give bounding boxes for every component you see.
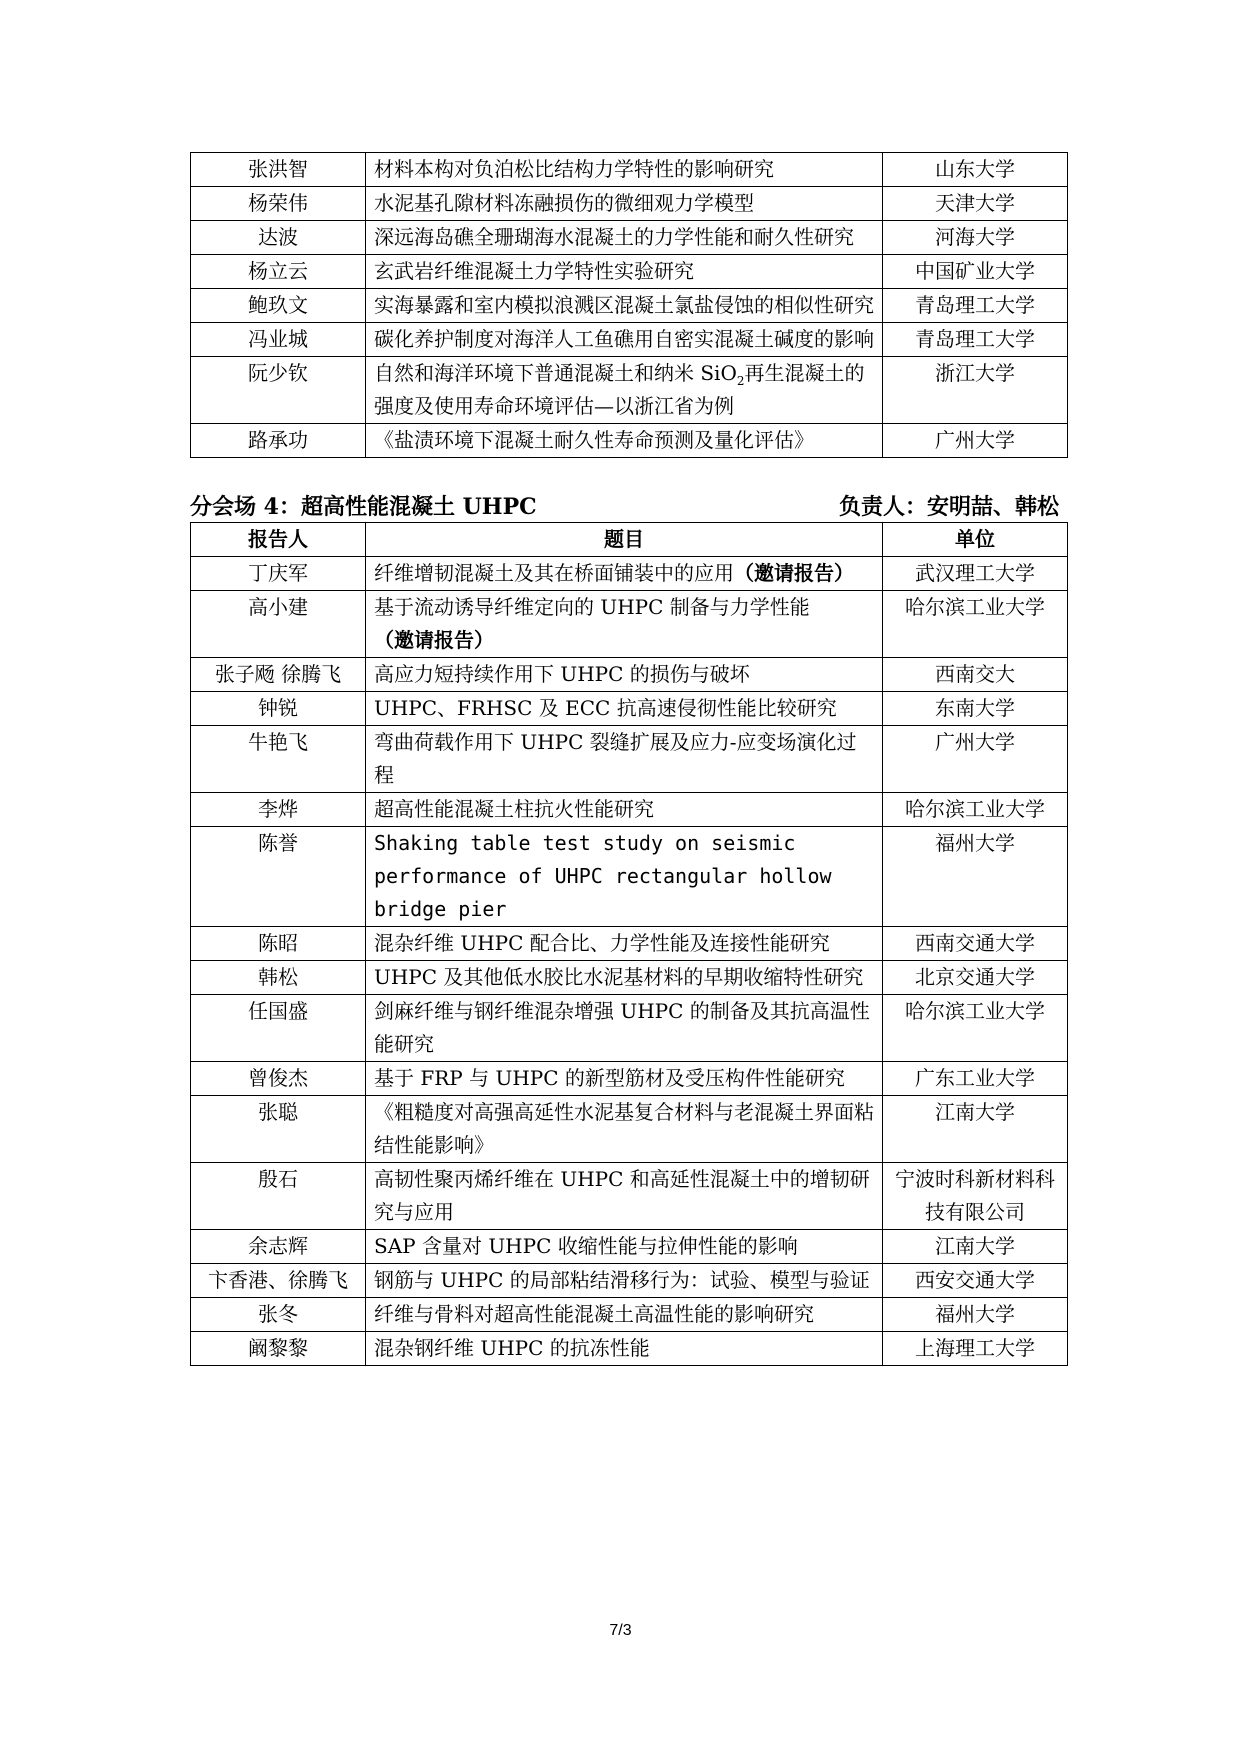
table-row [191,1332,1068,1366]
table-row [191,323,1068,357]
speaker-name: 高小建 [191,591,366,658]
report-title: 超高性能混凝土柱抗火性能研究 [366,793,883,827]
report-title: Shaking table test study on seismic performance of UHPC rectangular hollow bridge pier [366,827,883,927]
speaker-name: 陈昭 [191,927,366,961]
affiliation: 浙江大学 [883,357,1068,424]
report-title: UHPC 及其他低水胶比水泥基材料的早期收缩特性研究 [366,961,883,995]
table-row [191,927,1068,961]
report-title: 材料本构对负泊松比结构力学特性的影响研究 [366,153,883,187]
report-title: 混杂钢纤维 UHPC 的抗冻性能 [366,1332,883,1366]
report-title: 剑麻纤维与钢纤维混杂增强 UHPC 的制备及其抗高温性能研究 [366,995,883,1062]
affiliation: 广东工业大学 [883,1062,1068,1096]
schedule-table-continued [190,152,1068,458]
report-title: 水泥基孔隙材料冻融损伤的微细观力学模型 [366,187,883,221]
table-row [191,995,1068,1062]
report-title: 《盐渍环境下混凝土耐久性寿命预测及量化评估》 [366,424,883,458]
document-page [190,152,1067,1366]
affiliation: 哈尔滨工业大学 [883,793,1068,827]
table-row [191,357,1068,424]
report-title: UHPC、FRHSC 及 ECC 抗高速侵彻性能比较研究 [366,692,883,726]
session4-table [190,522,1068,1366]
table-row [191,793,1068,827]
speaker-name: 钟锐 [191,692,366,726]
speaker-name: 达波 [191,221,366,255]
report-title [366,357,883,424]
affiliation: 北京交通大学 [883,961,1068,995]
session-chair: 负责人：安明喆、韩松 [838,494,1059,520]
table-row [191,557,1068,591]
table-row [191,1298,1068,1332]
speaker-name: 丁庆军 [191,557,366,591]
affiliation: 哈尔滨工业大学 [883,995,1068,1062]
speaker-name: 卞香港、徐腾飞 [191,1264,366,1298]
report-title: 钢筋与 UHPC 的局部粘结滑移行为：试验、模型与验证 [366,1264,883,1298]
table-row [191,153,1068,187]
affiliation: 青岛理工大学 [883,323,1068,357]
affiliation: 西南交大 [883,658,1068,692]
table-row [191,1096,1068,1163]
table-row [191,1163,1068,1230]
report-title: SAP 含量对 UHPC 收缩性能与拉伸性能的影响 [366,1230,883,1264]
report-title-text: 基于流动诱导纤维定向的 UHPC 制备与力学性能 [374,595,810,619]
speaker-name: 李烨 [191,793,366,827]
affiliation: 天津大学 [883,187,1068,221]
speaker-name: 张冬 [191,1298,366,1332]
session-heading [190,492,1067,522]
table-row [191,726,1068,793]
speaker-name: 韩松 [191,961,366,995]
speaker-name: 冯业城 [191,323,366,357]
affiliation: 哈尔滨工业大学 [883,591,1068,658]
affiliation: 中国矿业大学 [883,255,1068,289]
table-row [191,424,1068,458]
report-title: 深远海岛礁全珊瑚海水混凝土的力学性能和耐久性研究 [366,221,883,255]
affiliation: 广州大学 [883,424,1068,458]
speaker-name: 杨立云 [191,255,366,289]
affiliation: 宁波时科新材料科技有限公司 [883,1163,1068,1230]
table-row [191,1230,1068,1264]
header-speaker: 报告人 [191,523,366,557]
session-title: 分会场 4：超高性能混凝土 UHPC [190,494,537,520]
affiliation: 福州大学 [883,1298,1068,1332]
speaker-name: 曾俊杰 [191,1062,366,1096]
table-row [191,591,1068,658]
table-header-row [191,523,1068,557]
affiliation: 青岛理工大学 [883,289,1068,323]
report-title-text: 纤维增韧混凝土及其在桥面铺装中的应用 [374,561,734,585]
subscript: 2 [736,374,745,388]
table-row [191,255,1068,289]
speaker-name: 殷石 [191,1163,366,1230]
invited-badge: （邀请报告） [374,628,494,652]
report-title: 混杂纤维 UHPC 配合比、力学性能及连接性能研究 [366,927,883,961]
report-title: 弯曲荷载作用下 UHPC 裂缝扩展及应力-应变场演化过程 [366,726,883,793]
table-row [191,827,1068,927]
table-row [191,692,1068,726]
report-title: 高应力短持续作用下 UHPC 的损伤与破坏 [366,658,883,692]
header-affiliation: 单位 [883,523,1068,557]
report-title: 基于 FRP 与 UHPC 的新型筋材及受压构件性能研究 [366,1062,883,1096]
report-title: 实海暴露和室内模拟浪溅区混凝土氯盐侵蚀的相似性研究 [366,289,883,323]
speaker-name: 鲍玖文 [191,289,366,323]
speaker-name: 阚黎黎 [191,1332,366,1366]
affiliation: 西南交通大学 [883,927,1068,961]
table-row [191,1062,1068,1096]
table-row [191,658,1068,692]
invited-badge: （邀请报告） [734,561,854,585]
affiliation: 福州大学 [883,827,1068,927]
speaker-name: 任国盛 [191,995,366,1062]
table-row [191,221,1068,255]
affiliation: 武汉理工大学 [883,557,1068,591]
speaker-name: 张洪智 [191,153,366,187]
speaker-name: 张子飏 徐腾飞 [191,658,366,692]
report-title-part: 再生混凝土的强度及使用寿命环境评估—以浙江省为例 [374,361,865,418]
speaker-name: 张聪 [191,1096,366,1163]
speaker-name: 陈誉 [191,827,366,927]
table-row [191,289,1068,323]
affiliation: 广州大学 [883,726,1068,793]
affiliation: 西安交通大学 [883,1264,1068,1298]
speaker-name: 杨荣伟 [191,187,366,221]
affiliation: 上海理工大学 [883,1332,1068,1366]
page-number: 7/3 [609,1622,632,1639]
affiliation: 河海大学 [883,221,1068,255]
table-row [191,1264,1068,1298]
affiliation: 山东大学 [883,153,1068,187]
table-row [191,187,1068,221]
report-title: 玄武岩纤维混凝土力学特性实验研究 [366,255,883,289]
report-title: 碳化养护制度对海洋人工鱼礁用自密实混凝土碱度的影响 [366,323,883,357]
speaker-name: 阮少钦 [191,357,366,424]
speaker-name: 牛艳飞 [191,726,366,793]
affiliation: 东南大学 [883,692,1068,726]
affiliation: 江南大学 [883,1096,1068,1163]
speaker-name: 路承功 [191,424,366,458]
report-title [366,591,883,658]
speaker-name: 余志辉 [191,1230,366,1264]
header-title: 题目 [366,523,883,557]
report-title: 《粗糙度对高强高延性水泥基复合材料与老混凝土界面粘结性能影响》 [366,1096,883,1163]
report-title: 纤维与骨料对超高性能混凝土高温性能的影响研究 [366,1298,883,1332]
report-title-part: 自然和海洋环境下普通混凝土和纳米 SiO [374,361,737,385]
report-title [366,557,883,591]
table-row [191,961,1068,995]
report-title: 高韧性聚丙烯纤维在 UHPC 和高延性混凝土中的增韧研究与应用 [366,1163,883,1230]
affiliation: 江南大学 [883,1230,1068,1264]
